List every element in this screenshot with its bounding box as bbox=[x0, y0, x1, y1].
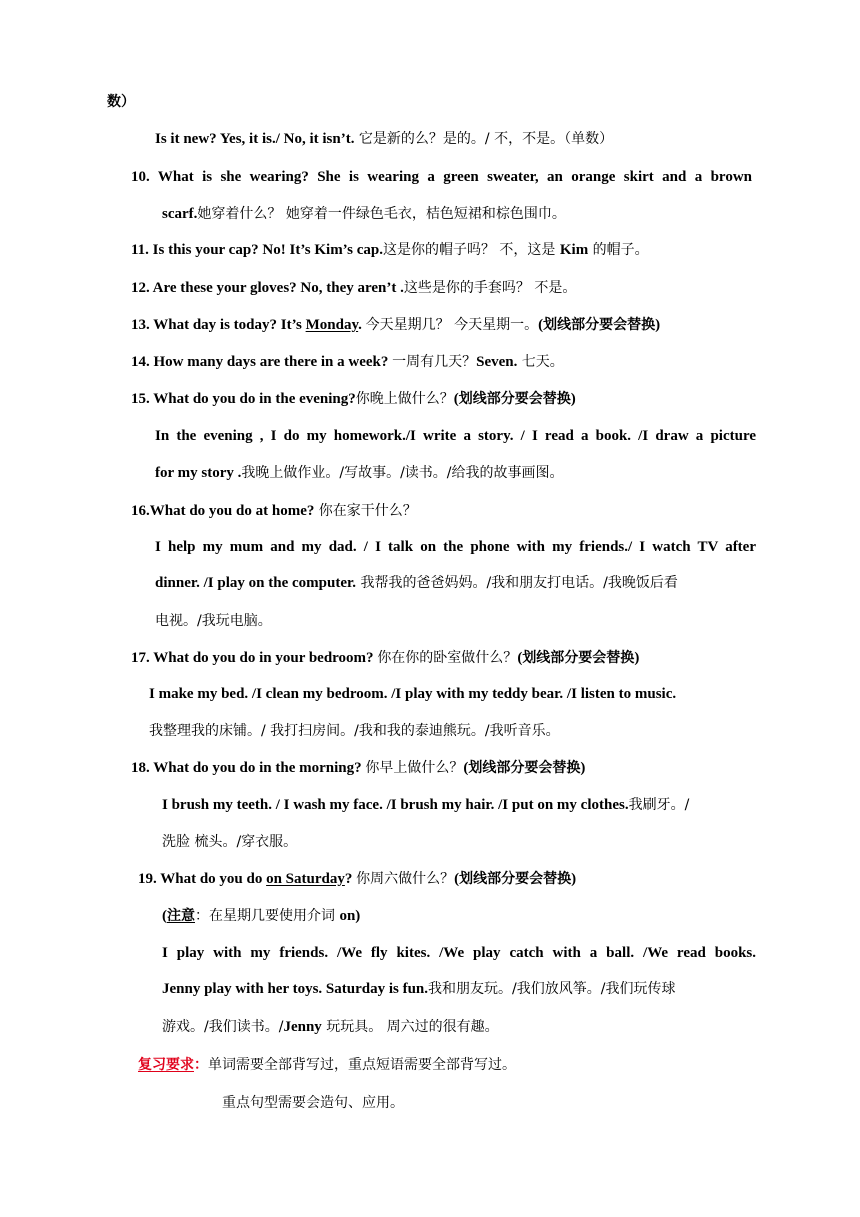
line-7: 13. What day is today? It’s Monday. 今天星期几？ 今天星期一。(划线部分要会替换) bbox=[131, 317, 661, 333]
line-14: dinner. /I play on the computer. 我帮我的爸爸妈妈。/我和朋友打电话。/我晚饭后看 bbox=[155, 575, 678, 591]
line-13: I help my mum and my dad. / I talk on the phone with my friends./ I watch TV after bbox=[155, 539, 756, 555]
review-requirement: 复习要求：单词需要全部背写过，重点短语需要全部背写过。 bbox=[138, 1057, 516, 1073]
line-2: Is it new? Yes, it is./ No, it isn’t. 它是新的么？是的。/ 不，不是。（单数） bbox=[155, 131, 614, 147]
line-3: 10. What is she wearing? She is wearing a green sweater, an orange skirt and a brown bbox=[131, 169, 752, 185]
line-5: 11. Is this your cap? No! It’s Kim’s cap.这是你的帽子吗？ 不，这是 Kim 的帽子。 bbox=[131, 242, 649, 258]
line-6: 12. Are these your gloves? No, they aren’t .这些是你的手套吗？ 不是。 bbox=[131, 280, 577, 296]
line-10: In the evening , I do my homework./I write a story. / I read a book. /I draw a picture bbox=[155, 428, 756, 444]
line-20: I brush my teeth. / I wash my face. /I brush my hair. /I put on my clothes.我刷牙。/ bbox=[162, 797, 690, 813]
review-requirement-label: 复习要求 bbox=[138, 1057, 194, 1073]
line-9: 15. What do you do in the evening?你晚上做什么？(划线部分要会替换) bbox=[131, 391, 576, 407]
line-17: I make my bed. /I clean my bedroom. /I play with my teddy bear. /I listen to music. bbox=[149, 686, 677, 702]
line-18: 我整理我的床铺。/ 我打扫房间。/我和我的泰迪熊玩。/我听音乐。 bbox=[149, 723, 560, 739]
line-15: 电视。/我玩电脑。 bbox=[155, 613, 272, 629]
line-12: 16.What do you do at home? 你在家干什么？ bbox=[131, 503, 417, 519]
line-22: 19. What do you do on Saturday? 你周六做什么？(划线部分要会替换) bbox=[138, 871, 577, 887]
line-21: 洗脸 梳头。/穿衣服。 bbox=[162, 834, 298, 850]
line-23: (注意：在星期几要使用介词 on) bbox=[162, 908, 361, 924]
line-8: 14. How many days are there in a week? 一周有几天？Seven. 七天。 bbox=[131, 354, 564, 370]
line-16: 17. What do you do in your bedroom? 你在你的卧室做什么？(划线部分要会替换) bbox=[131, 650, 640, 666]
line-26: 游戏。/我们读书。/Jenny 玩玩具。 周六过的很有趣。 bbox=[162, 1019, 499, 1035]
review-requirement-cont: 重点句型需要会造句、应用。 bbox=[222, 1095, 404, 1111]
line-24: I play with my friends. /We fly kites. /We play catch with a ball. /We read books. bbox=[162, 945, 756, 961]
line-19: 18. What do you do in the morning? 你早上做什么？(划线部分要会替换) bbox=[131, 760, 586, 776]
line-25: Jenny play with her toys. Saturday is fun.我和朋友玩。/我们放风筝。/我们玩传球 bbox=[162, 981, 676, 997]
line-11: for my story .我晚上做作业。/写故事。/读书。/给我的故事画图。 bbox=[155, 465, 564, 481]
line-1: 数） bbox=[107, 94, 135, 110]
line-4: scarf.她穿着什么？ 她穿着一件绿色毛衣，桔色短裙和棕色围巾。 bbox=[162, 206, 566, 222]
